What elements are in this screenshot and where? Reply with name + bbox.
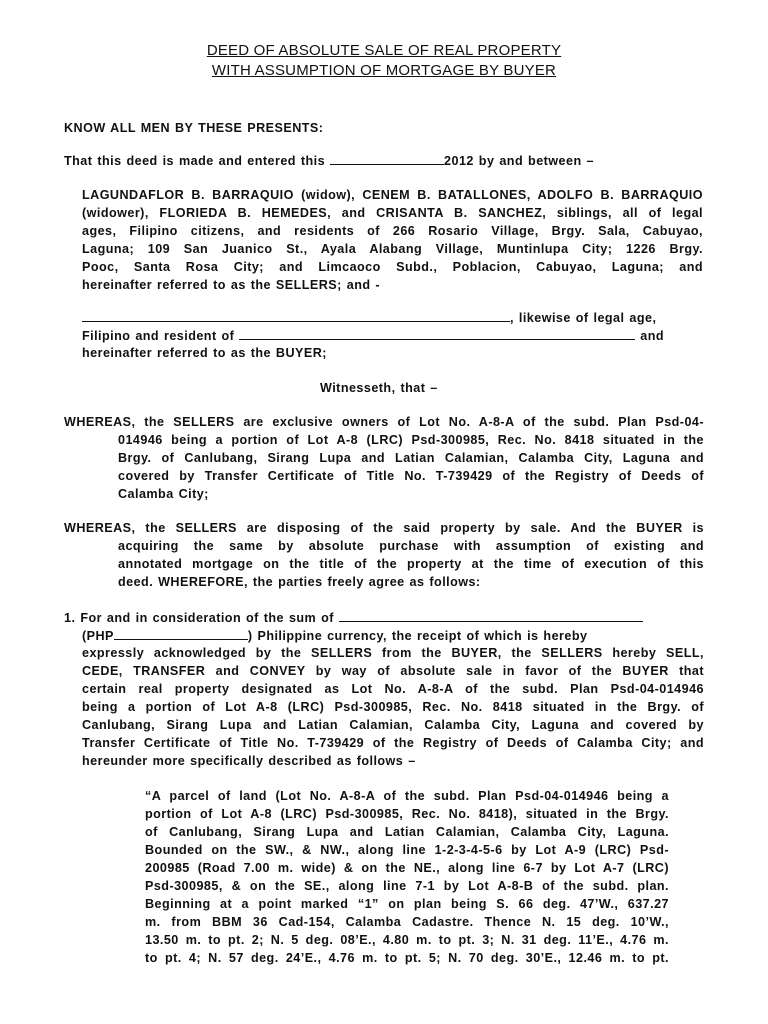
buyer-resident-text: Filipino and resident of	[82, 329, 235, 343]
deed-made-year: 2012 by and between –	[444, 154, 594, 168]
description-line: Beginning at a point marked “1” on plan being S. 66 deg. 47’W., 637.27	[145, 897, 669, 911]
buyer-legal-age: , likewise of legal age,	[510, 311, 657, 325]
clause-1-line: expressly acknowledged by the SELLERS from the BUYER, the SELLERS hereby SELL,	[82, 646, 704, 660]
description-line: portion of Lot A-8 (LRC) Psd-300985, Rec. No. 8418), situated in the Brgy.	[145, 807, 669, 821]
clause-1-currency-text: ) Philippine currency, the receipt of which is hereby	[247, 629, 588, 643]
clause-1-line-1	[64, 610, 643, 625]
description-line: 200985 (Road 7.00 m. wide) & on the NE., along line 6-7 by Lot A-7 (LRC)	[145, 861, 669, 875]
whereas-line: annotated mortgage on the title of the property at the time of execution of this	[118, 557, 704, 571]
whereas-line: acquiring the same by absolute purchase with assumption of existing and	[118, 539, 704, 553]
buyer-line-1	[82, 310, 656, 325]
whereas-line: deed. WHEREFORE, the parties freely agree as follows:	[118, 575, 481, 589]
sellers-line: Pooc, Santa Rosa City; and Limcaoco Subd., Poblacion, Cabuyao, Laguna; and	[82, 260, 703, 274]
clause-1-line: CEDE, TRANSFER and CONVEY by way of absolute sale in favor of the BUYER that	[82, 664, 704, 678]
clause-1-line: Canlubang, Sirang Lupa and Latian Calamian, Calamba City, Laguna and covered by	[82, 718, 704, 732]
sum-figures-blank	[114, 628, 248, 640]
buyer-and-text: and	[640, 329, 664, 343]
description-line: m. from BBM 36 Cad-154, Calamba Cadastre. Thence N. 15 deg. 10’W.,	[145, 915, 669, 929]
sellers-line: (widower), FLORIEDA B. HEMEDES, and CRISANTA B. SANCHEZ, siblings, all of legal	[82, 206, 703, 220]
sellers-line: hereinafter referred to as the SELLERS; and -	[82, 278, 381, 292]
whereas-line: covered by Transfer Certificate of Title No. T-739429 of the Registry of Deeds of	[118, 469, 704, 483]
document-title-line-1: DEED OF ABSOLUTE SALE OF REAL PROPERTY	[206, 42, 562, 59]
description-line: “A parcel of land (Lot No. A-8-A of the subd. Plan Psd-04-014946 being a	[145, 789, 669, 803]
clause-1-line: certain real property designated as Lot No. A-8-A of the subd. Plan Psd-04-014946	[82, 682, 704, 696]
whereas-line: Brgy. of Canlubang, Sirang Lupa and Latian Calamian, Calamba City, Laguna and	[118, 451, 704, 465]
description-line: Psd-300985, & on the SE., along line 7-1 by Lot A-8-B of the subd. plan.	[145, 879, 669, 893]
whereas-line: 014946 being a portion of Lot A-8 (LRC) Psd-300985, Rec. No. 8418 situated in the	[118, 433, 704, 447]
clause-1-line: Transfer Certificate of Title No. T-739429 of the Registry of Deeds of Calamba City; and	[82, 736, 704, 750]
sellers-line: LAGUNDAFLOR B. BARRAQUIO (widow), CENEM B. BATALLONES, ADOLFO B. BARRAQUIO	[82, 188, 703, 202]
sellers-line: Laguna; 109 San Juanico St., Ayala Alabang Village, Muntinlupa City; 1226 Brgy.	[82, 242, 703, 256]
clause-1-line: hereunder more specifically described as follows –	[82, 754, 416, 768]
sellers-line: ages, Filipino citizens, and residents of 266 Rosario Village, Brgy. Sala, Cabuyao,	[82, 224, 703, 238]
buyer-line-2	[82, 328, 664, 343]
clause-1-line: being a portion of Lot A-8 (LRC) Psd-300985, Rec. No. 8418 situated in the Brgy. of	[82, 700, 704, 714]
whereas-line: WHEREAS, the SELLERS are exclusive owners of Lot No. A-8-A of the subd. Plan Psd-04-	[64, 415, 704, 429]
deed-made-text: That this deed is made and entered this	[64, 154, 326, 168]
buyer-line-3: hereinafter referred to as the BUYER;	[82, 346, 327, 360]
sum-words-blank	[339, 610, 643, 622]
date-blank	[330, 153, 444, 165]
description-line: of Canlubang, Sirang Lupa and Latian Calamian, Calamba City, Laguna.	[145, 825, 669, 839]
clause-1-line-2	[82, 628, 704, 643]
clause-1-consideration-text: 1. For and in consideration of the sum of	[64, 611, 334, 625]
clause-1-php-text: (PHP	[82, 629, 114, 643]
whereas-line: WHEREAS, the SELLERS are disposing of the said property by sale. And the BUYER is	[64, 521, 704, 535]
description-line: Bounded on the SW., & NW., along line 1-2-3-4-5-6 by Lot A-9 (LRC) Psd-	[145, 843, 669, 857]
whereas-line: Calamba City;	[118, 487, 209, 501]
description-line: 13.50 m. to pt. 2; N. 5 deg. 08’E., 4.80 m. to pt. 3; N. 31 deg. 11’E., 4.76 m.	[145, 933, 669, 947]
deed-made-line	[64, 153, 594, 168]
description-line: to pt. 4; N. 57 deg. 24’E., 4.76 m. to pt. 5; N. 70 deg. 30’E., 12.46 m. to pt.	[145, 951, 669, 965]
buyer-name-blank	[82, 310, 510, 322]
know-all-heading: KNOW ALL MEN BY THESE PRESENTS:	[64, 121, 324, 135]
witnesseth-heading: Witnesseth, that –	[320, 381, 438, 395]
document-title-line-2: WITH ASSUMPTION OF MORTGAGE BY BUYER	[211, 62, 557, 79]
buyer-address-blank	[239, 328, 635, 340]
